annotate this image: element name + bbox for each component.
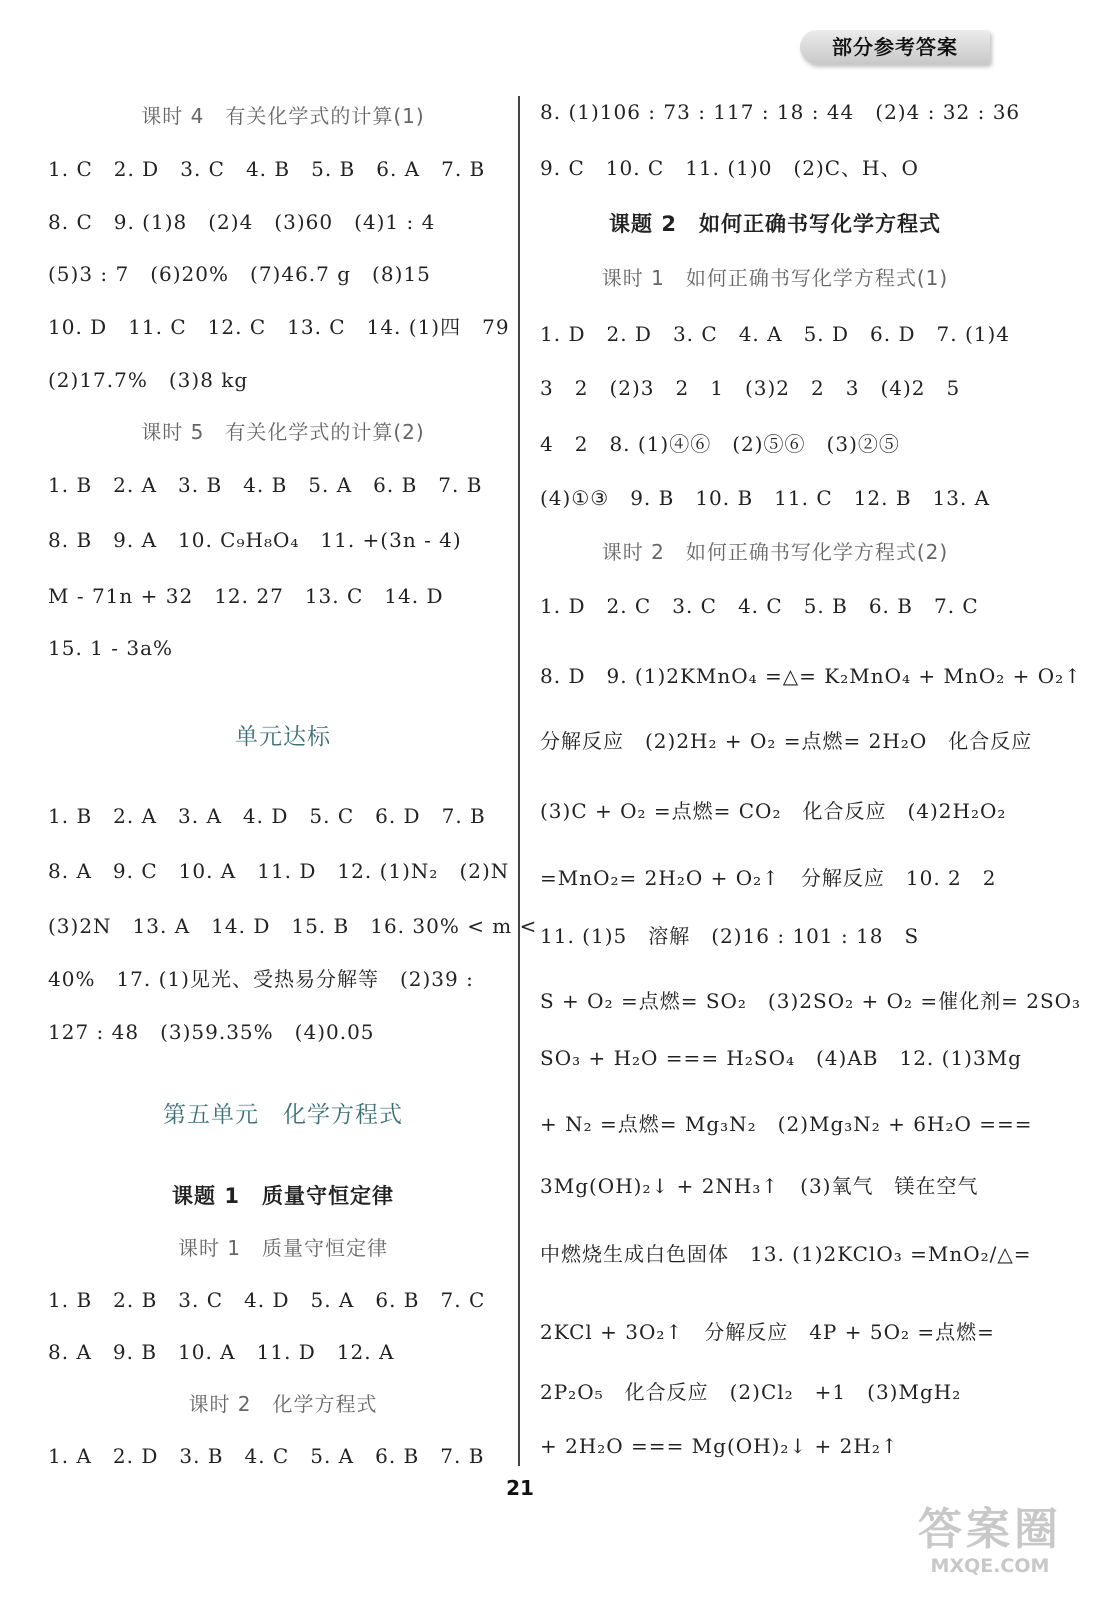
left-ans-line: 8. A 9. C 10. A 11. D 12. (1)N₂ (2)N xyxy=(48,859,510,883)
right-ans-line: 8. D 9. (1)2KMnO₄ =△= K₂MnO₄ + MnO₂ + O₂↑ xyxy=(540,664,1082,688)
right-ans-line: 8. (1)106 : 73 : 117 : 18 : 44 (2)4 : 32 : 36 xyxy=(540,100,1021,124)
right-ans-line: (4)①③ 9. B 10. B 11. C 12. B 13. A xyxy=(540,486,991,510)
left-sub-line: 课时 2 化学方程式 xyxy=(188,1392,378,1416)
right-ans-line: S + O₂ =点燃= SO₂ (3)2SO₂ + O₂ =催化剂= 2SO₃ xyxy=(540,989,1082,1013)
left-unit-line: 单元达标 xyxy=(235,724,331,750)
left-ans-line: 1. B 2. B 3. C 4. D 5. A 6. B 7. C xyxy=(48,1288,486,1312)
right-ans-line: 3Mg(OH)₂↓ + 2NH₃↑ (3)氧气 镁在空气 xyxy=(540,1174,979,1198)
right-topic-line: 课题 2 如何正确书写化学方程式 xyxy=(609,212,941,236)
left-sub-line: 课时 1 质量守恒定律 xyxy=(177,1236,389,1260)
left-ans-line: 8. A 9. B 10. A 11. D 12. A xyxy=(48,1340,395,1364)
column-divider xyxy=(518,96,520,1466)
right-ans-line: 11. (1)5 溶解 (2)16 : 101 : 18 S xyxy=(540,924,920,948)
right-sub-line: 课时 2 如何正确书写化学方程式(2) xyxy=(601,540,949,564)
left-sub-line: 课时 4 有关化学式的计算(1) xyxy=(141,104,425,128)
right-sub-line: 课时 1 如何正确书写化学方程式(1) xyxy=(601,266,949,290)
left-topic-line: 课题 1 质量守恒定律 xyxy=(172,1184,394,1208)
header-tab: 部分参考答案 xyxy=(800,30,990,64)
left-ans-line: 8. B 9. A 10. C₉H₈O₄ 11. +(3n - 4) xyxy=(48,528,462,552)
left-ans-line: (3)2N 13. A 14. D 15. B 16. 30% < m < xyxy=(48,914,538,938)
left-ans-line: 1. B 2. A 3. B 4. B 5. A 6. B 7. B xyxy=(48,473,483,497)
left-ans-line: 1. C 2. D 3. C 4. B 5. B 6. A 7. B xyxy=(48,157,486,181)
watermark-logo xyxy=(900,1505,1080,1595)
right-ans-line: + N₂ =点燃= Mg₃N₂ (2)Mg₃N₂ + 6H₂O === xyxy=(540,1112,1033,1136)
right-ans-line: 3 2 (2)3 2 1 (3)2 2 3 (4)2 5 xyxy=(540,376,961,400)
right-ans-line: + 2H₂O === Mg(OH)₂↓ + 2H₂↑ xyxy=(540,1434,899,1458)
right-ans-line: 中燃烧生成白色固体 13. (1)2KClO₃ =MnO₂/△= xyxy=(540,1242,1032,1266)
right-ans-line: =MnO₂= 2H₂O + O₂↑ 分解反应 10. 2 2 xyxy=(540,866,997,890)
left-ans-line: 127 : 48 (3)59.35% (4)0.05 xyxy=(48,1020,375,1044)
page-number: 21 xyxy=(506,1476,534,1500)
right-ans-line: 1. D 2. D 3. C 4. A 5. D 6. D 7. (1)4 xyxy=(540,322,1011,346)
left-ans-line: 1. B 2. A 3. A 4. D 5. C 6. D 7. B xyxy=(48,804,486,828)
right-ans-line: 2KCl + 3O₂↑ 分解反应 4P + 5O₂ =点燃= xyxy=(540,1320,995,1344)
left-ans-line: 15. 1 - 3a% xyxy=(48,636,174,660)
left-ans-line: 10. D 11. C 12. C 13. C 14. (1)四 79 xyxy=(48,315,510,339)
left-unit-line: 第五单元 化学方程式 xyxy=(163,1102,403,1128)
left-ans-line: (2)17.7% (3)8 kg xyxy=(48,368,249,392)
left-ans-line: 8. C 9. (1)8 (2)4 (3)60 (4)1 : 4 xyxy=(48,210,436,234)
right-ans-line: (3)C + O₂ =点燃= CO₂ 化合反应 (4)2H₂O₂ xyxy=(540,799,1007,823)
left-ans-line: (5)3 : 7 (6)20% (7)46.7 g (8)15 xyxy=(48,262,431,286)
watermark-bottom: MXQE.COM xyxy=(930,1555,1050,1577)
right-ans-line: SO₃ + H₂O === H₂SO₄ (4)AB 12. (1)3Mg xyxy=(540,1046,1022,1070)
right-ans-line: 1. D 2. C 3. C 4. C 5. B 6. B 7. C xyxy=(540,594,979,618)
left-ans-line: 1. A 2. D 3. B 4. C 5. A 6. B 7. B xyxy=(48,1444,485,1468)
right-ans-line: 9. C 10. C 11. (1)0 (2)C、H、O xyxy=(540,156,919,180)
left-sub-line: 课时 5 有关化学式的计算(2) xyxy=(141,420,425,444)
watermark-top: 答案圈 xyxy=(918,1504,1062,1555)
right-ans-line: 分解反应 (2)2H₂ + O₂ =点燃= 2H₂O 化合反应 xyxy=(540,729,1033,753)
left-ans-line: M - 71n + 32 12. 27 13. C 14. D xyxy=(48,584,444,608)
left-ans-line: 40% 17. (1)见光、受热易分解等 (2)39 : xyxy=(48,967,474,991)
right-ans-line: 4 2 8. (1)④⑥ (2)⑤⑥ (3)②⑤ xyxy=(540,432,900,456)
right-ans-line: 2P₂O₅ 化合反应 (2)Cl₂ +1 (3)MgH₂ xyxy=(540,1380,962,1404)
